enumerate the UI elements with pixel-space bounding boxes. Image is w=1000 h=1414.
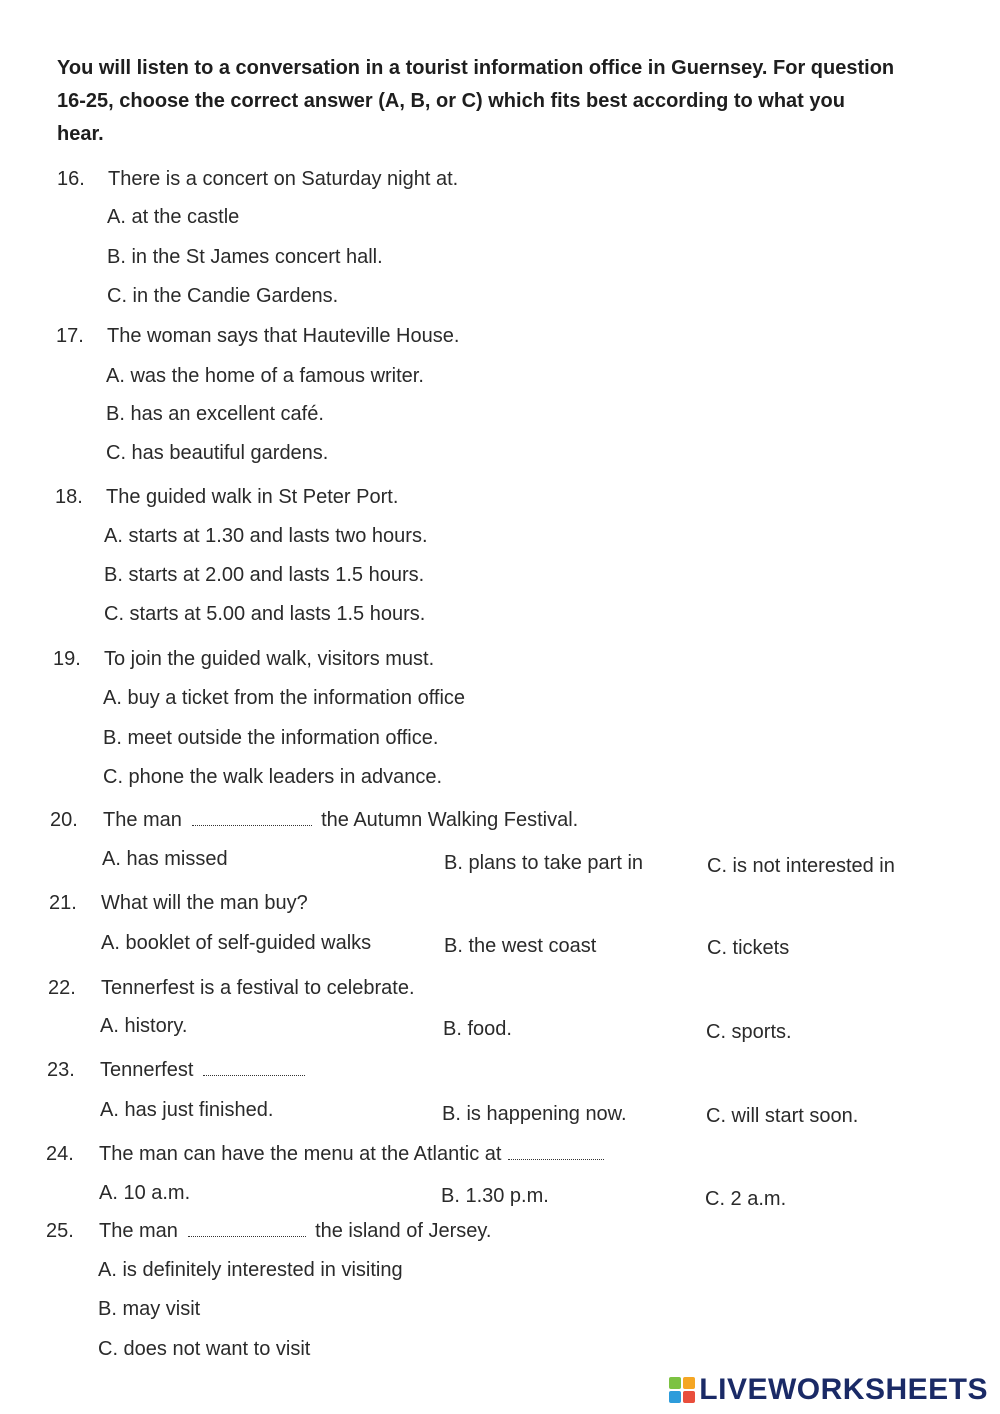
question-number: 24.: [46, 1143, 74, 1165]
question-text: The woman says that Hauteville House.: [107, 325, 460, 347]
option-a[interactable]: A. starts at 1.30 and lasts two hours.: [104, 525, 428, 547]
question-text-before: The man: [103, 809, 182, 831]
option-c[interactable]: C. is not interested in: [707, 855, 895, 877]
question-text: [99, 1220, 491, 1243]
option-b[interactable]: B. in the St James concert hall.: [107, 246, 383, 268]
logo-square: [683, 1377, 695, 1389]
option-a[interactable]: A. buy a ticket from the information office: [103, 687, 466, 709]
option-c[interactable]: C. sports.: [706, 1021, 792, 1043]
question-number: 19.: [53, 648, 81, 670]
logo-text: LIVEWORKSHEETS: [699, 1373, 988, 1406]
question-number: 20.: [50, 809, 78, 831]
question-text-before: Tennerfest: [100, 1059, 194, 1081]
question-text-before: The man: [99, 1220, 178, 1242]
answer-blank[interactable]: [192, 809, 312, 826]
option-c[interactable]: C. phone the walk leaders in advance.: [103, 766, 443, 788]
instructions: You will listen to a conversation in a tourist information office in Guernsey. For question 16-25, choose the correct answer (A, B, or C) which fits best according to what you hear.: [57, 57, 895, 145]
option-b[interactable]: B. meet outside the information office.: [103, 727, 439, 749]
option-b[interactable]: B. food.: [443, 1018, 512, 1040]
question-number: 18.: [55, 486, 83, 508]
option-b[interactable]: B. the west coast: [444, 935, 597, 957]
option-b[interactable]: B. has an excellent café.: [106, 403, 324, 425]
option-c[interactable]: C. does not want to visit: [98, 1338, 311, 1360]
option-b[interactable]: B. starts at 2.00 and lasts 1.5 hours.: [104, 564, 425, 586]
option-a[interactable]: A. has missed: [102, 848, 228, 870]
question-text: To join the guided walk, visitors must.: [104, 648, 435, 670]
question-number: 21.: [49, 892, 77, 914]
logo-icon: [669, 1377, 695, 1403]
question-text-before: The man can have the menu at the Atlantic at: [99, 1143, 502, 1165]
question-number: 22.: [48, 977, 76, 999]
option-a[interactable]: A. history.: [100, 1015, 188, 1037]
option-a[interactable]: A. was the home of a famous writer.: [106, 365, 424, 387]
option-c[interactable]: C. tickets: [707, 937, 790, 959]
question-number: 25.: [46, 1220, 74, 1242]
question-number: 16.: [57, 168, 85, 190]
answer-blank[interactable]: [188, 1220, 306, 1237]
option-a[interactable]: A. 10 a.m.: [99, 1182, 191, 1204]
question-text: [99, 1143, 608, 1166]
question-text: [103, 809, 578, 832]
option-a[interactable]: A. has just finished.: [100, 1099, 274, 1121]
option-b[interactable]: B. plans to take part in: [444, 852, 644, 874]
answer-blank[interactable]: [508, 1143, 604, 1160]
answer-blank[interactable]: [203, 1059, 305, 1076]
option-b[interactable]: B. is happening now.: [442, 1103, 627, 1125]
question-text: Tennerfest is a festival to celebrate.: [101, 977, 415, 999]
logo-square: [669, 1391, 681, 1403]
liveworksheets-logo: [669, 1372, 988, 1408]
question-text: There is a concert on Saturday night at.: [108, 168, 459, 190]
logo-square: [683, 1391, 695, 1403]
option-b[interactable]: B. 1.30 p.m.: [441, 1185, 549, 1207]
question-text-after: the Autumn Walking Festival.: [321, 809, 579, 831]
question-text: The guided walk in St Peter Port.: [106, 486, 399, 508]
option-a[interactable]: A. booklet of self-guided walks: [101, 932, 372, 954]
option-a[interactable]: A. is definitely interested in visiting: [98, 1259, 403, 1281]
option-c[interactable]: C. will start soon.: [706, 1105, 859, 1127]
question-text: [100, 1059, 309, 1082]
question-text: What will the man buy?: [101, 892, 308, 914]
question-number: 23.: [47, 1059, 75, 1081]
question-text-after: the island of Jersey.: [315, 1220, 492, 1242]
option-c[interactable]: C. has beautiful gardens.: [106, 442, 329, 464]
question-number: 17.: [56, 325, 84, 347]
option-b[interactable]: B. may visit: [98, 1298, 201, 1320]
option-a[interactable]: A. at the castle: [107, 206, 240, 228]
option-c[interactable]: C. 2 a.m.: [705, 1188, 787, 1210]
option-c[interactable]: C. starts at 5.00 and lasts 1.5 hours.: [104, 603, 426, 625]
logo-square: [669, 1377, 681, 1389]
option-c[interactable]: C. in the Candie Gardens.: [107, 285, 339, 307]
